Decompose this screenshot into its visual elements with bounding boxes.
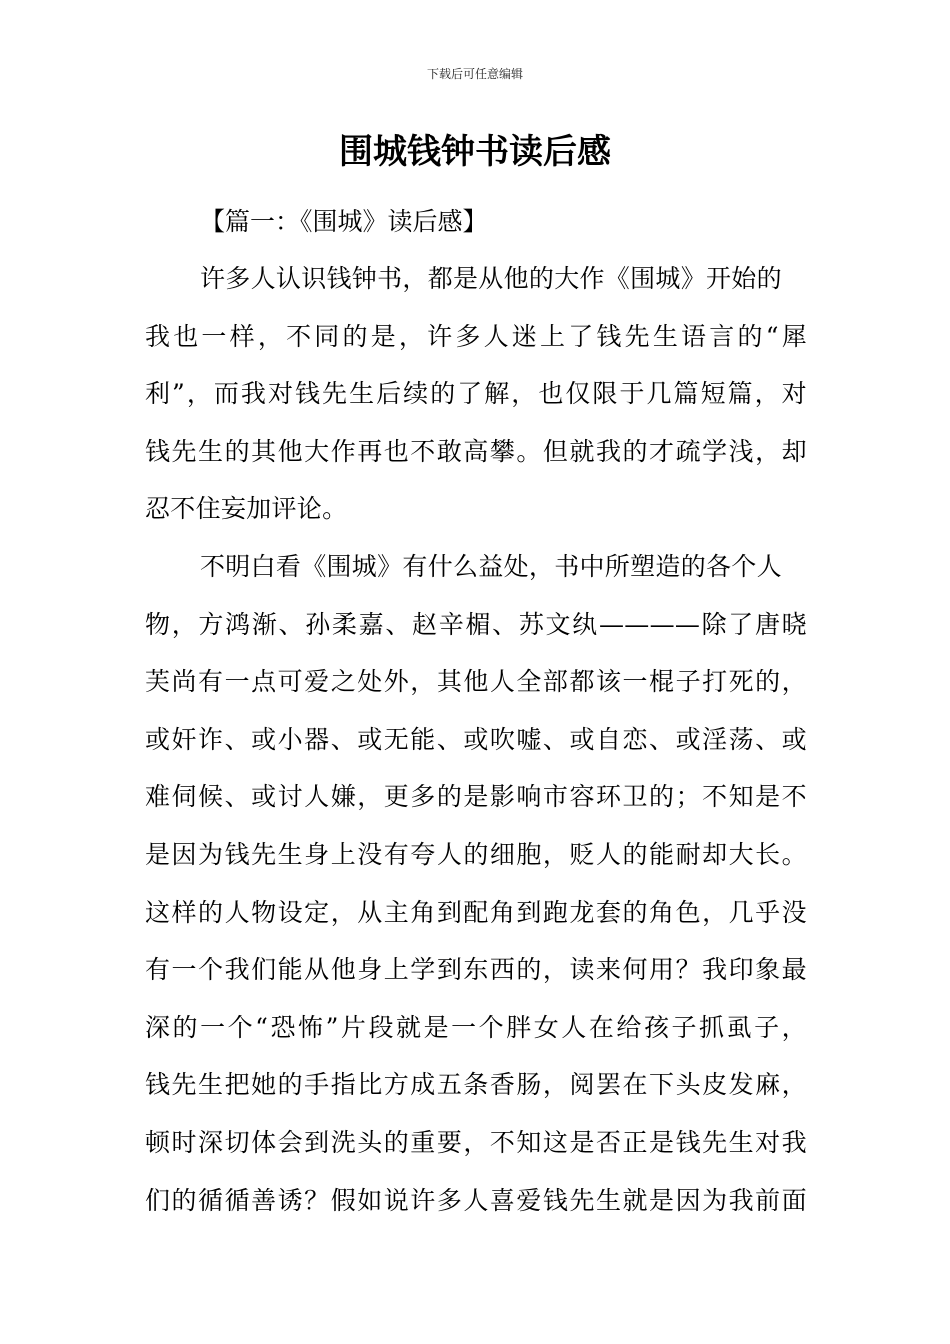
paragraph-line: 利”，而我对钱先生后续的了解，也仅限于几篇短篇，对	[145, 379, 807, 409]
paragraph-line: 我也一样，不同的是，许多人迷上了钱先生语言的“犀	[145, 321, 807, 351]
paragraph-line: 忍不住妄加评论。	[145, 494, 348, 524]
paragraph-line: 钱先生把她的手指比方成五条香肠，阅罢在下头皮发麻，	[145, 1070, 807, 1100]
paragraph-line: 是因为钱先生身上没有夸人的细胞，贬人的能耐却大长。	[145, 839, 807, 869]
paragraph-line: 这样的人物设定，从主角到配角到跑龙套的角色，几乎没	[145, 897, 807, 927]
paragraph-line: 们的循循善诱？假如说许多人喜爱钱先生就是因为我前面	[145, 1185, 807, 1215]
paragraph-1	[145, 250, 807, 538]
paragraph-2	[145, 538, 807, 1229]
paragraph-line: 物，方鸿渐、孙柔嘉、赵辛楣、苏文纨————除了唐晓	[145, 609, 807, 639]
paragraph-line: 或奸诈、或小器、或无能、或吹嘘、或自恋、或淫荡、或	[145, 724, 807, 754]
paragraph-line: 深的一个“恐怖”片段就是一个胖女人在给孩子抓虱子，	[145, 1012, 807, 1042]
paragraph-line: 有一个我们能从他身上学到东西的，读来何用？我印象最	[145, 955, 807, 985]
paragraph-line: 难伺候、或讨人嫌，更多的是影响市容环卫的；不知是不	[145, 782, 807, 812]
section-heading: 【篇一：《围城》读后感】	[200, 207, 488, 236]
paragraph-line: 顿时深切体会到洗头的重要，不知这是否正是钱先生对我	[145, 1127, 807, 1157]
document-title: 围城钱钟书读后感	[339, 132, 611, 172]
paragraph-line: 不明白看《围城》有什么益处，书中所塑造的各个人	[200, 552, 782, 581]
paragraph-line: 芙尚有一点可爱之处外，其他人全部都该一棍子打死的，	[145, 667, 807, 697]
paragraph-line: 许多人认识钱钟书，都是从他的大作《围城》开始的	[200, 264, 782, 293]
header-note: 下载后可任意编辑	[426, 67, 523, 81]
paragraph-line: 钱先生的其他大作再也不敢高攀。但就我的才疏学浅，却	[145, 436, 807, 466]
